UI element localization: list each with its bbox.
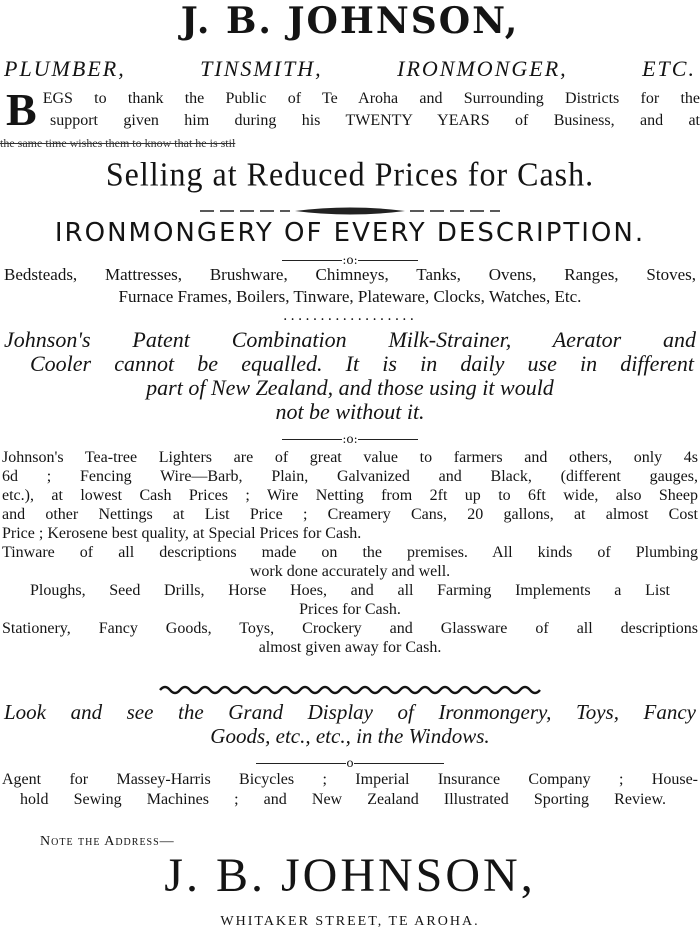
ironmongery-heading: IRONMONGERY OF EVERY DESCRIPTION. [54,218,646,248]
stationery-line-2: almost given away for Cash. [258,639,442,656]
dot-rule: .................. [282,308,418,324]
intro-line-2: support given him during his TWENTY YEARS of Business, and at [50,112,700,129]
look-line-2: Goods, etc., etc., in the Windows. [210,724,490,748]
note-address: Note the Address— [40,834,175,849]
intro-line-1: EGS to thank the Public of Te Aroha and Surrounding Districts for the [42,90,700,107]
look-line-1: Look and see the Grand Display of Ironmongery, Toys, Fancy [4,700,696,724]
trade-plumber: PLUMBER, [4,56,126,81]
tea-line-1: Johnson's Tea-tree Lighters are of great value to farmers and others, only 4s [2,449,698,466]
intro-line-3: the same time wishes them to know that he is stil [0,136,236,150]
selling-headline: Selling at Reduced Prices for Cash. [105,155,595,193]
agent-line-1: Agent for Massey-Harris Bicycles ; Imperial Insurance Company ; House- [2,771,698,788]
goods-line-1: Bedsteads, Mattresses, Brushware, Chimneys, Tanks, Ovens, Ranges, Stoves, [4,265,696,284]
separator-1: :o: [0,254,700,266]
intro-paragraph [0,84,700,154]
agent-paragraph [0,770,700,810]
trade-ironmonger: IRONMONGER, [397,56,568,81]
tinware-line-2: work done accurately and well. [249,563,451,580]
trades-line [4,56,696,82]
separator-2: :o: [0,433,700,445]
wavy-rule [0,684,700,696]
patent-line-1: Johnson's Patent Combination Milk-Strainer, Aerator and [4,327,696,352]
header-name: J. B. JOHNSON, [180,0,520,42]
patent-paragraph [0,328,700,424]
patent-line-4: not be without it. [275,399,425,424]
tea-line-4: and other Nettings at List Price ; Creamery Cans, 20 gallons, at almost Cost [2,506,698,523]
ploughs-line-1: Ploughs, Seed Drills, Horse Hoes, and all Farming Implements a List [30,582,670,599]
tea-line-5: Price ; Kerosene best quality, at Special Prices for Cash. [2,525,362,542]
ornamental-rule [0,206,700,216]
tea-tree-paragraph [0,448,700,657]
tinware-line-1: Tinware of all descriptions made on the premises. All kinds of Plumbing [2,544,698,561]
drop-cap: B [6,84,37,135]
look-paragraph [0,700,700,748]
goods-list [0,264,700,308]
patent-line-2: Cooler cannot be equalled. It is in daily use in different [30,351,694,376]
patent-line-3: part of New Zealand, and those using it would [146,375,554,400]
separator-3: o [0,757,700,769]
ploughs-line-2: Prices for Cash. [299,601,401,618]
footer-name: J. B. JOHNSON, [164,849,536,902]
trade-etc: ETC. [642,56,696,81]
agent-line-2: hold Sewing Machines ; and New Zealand Illustrated Sporting Review. [20,791,666,808]
footer-address: WHITAKER STREET, TE AROHA. [220,914,480,929]
tea-line-3: etc.), at lowest Cash Prices ; Wire Netting from 2ft up to 6ft wide, also Sheep [2,487,698,504]
trade-tinsmith: TINSMITH, [200,56,323,81]
tea-line-2: 6d ; Fencing Wire—Barb, Plain, Galvanized and Black, (different gauges, [2,468,698,485]
stationery-line-1: Stationery, Fancy Goods, Toys, Crockery and Glassware of all descriptions [2,620,698,637]
goods-line-2: Furnace Frames, Boilers, Tinware, Plateware, Clocks, Watches, Etc. [118,287,582,306]
